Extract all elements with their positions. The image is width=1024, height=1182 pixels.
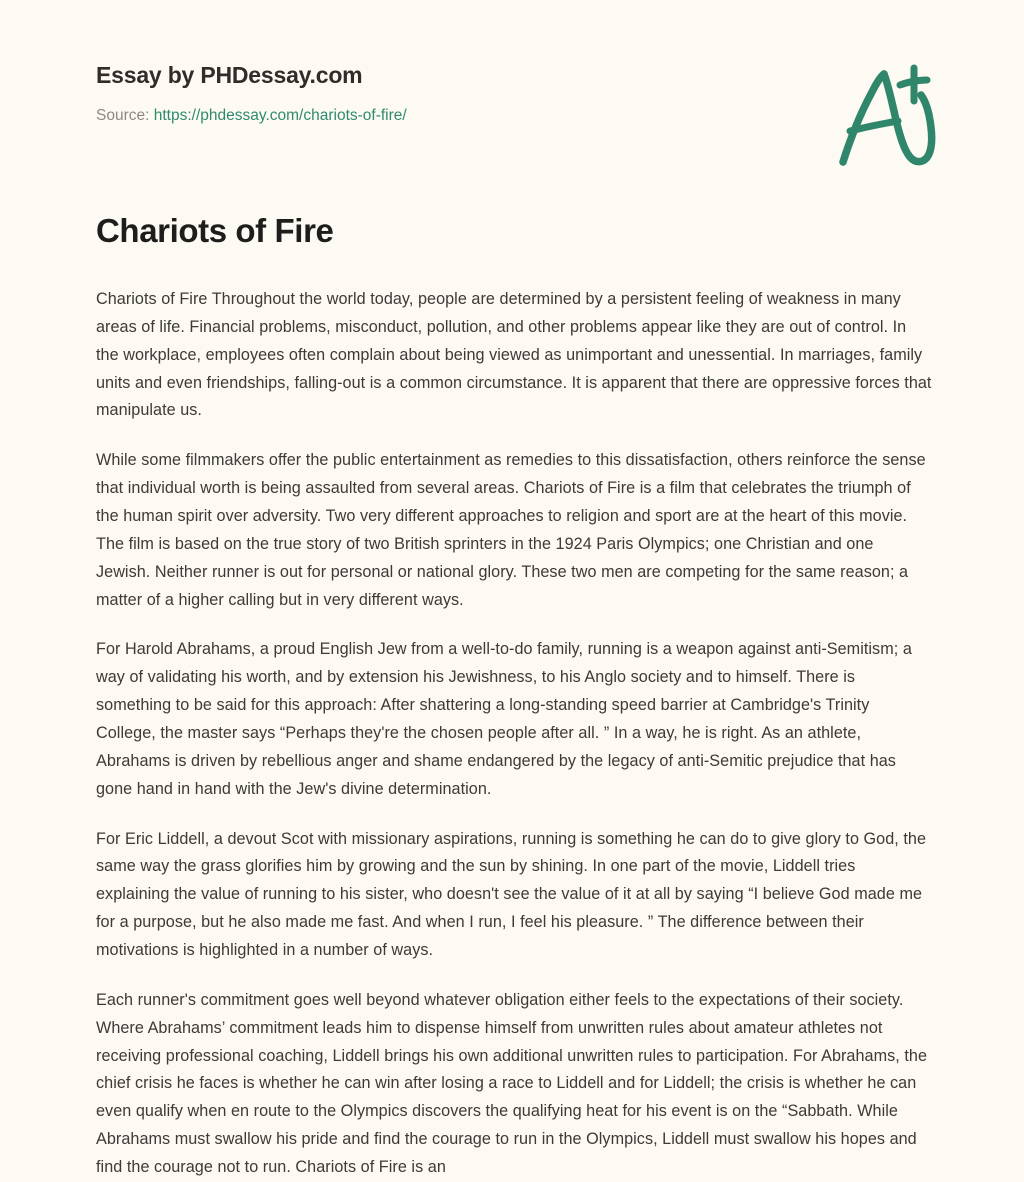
a-plus-logo-icon [826, 58, 946, 173]
paragraph: For Eric Liddell, a devout Scot with missionary aspirations, running is something he can do to give glory to God, the same way the grass glorifies him by growing and the sun by shining. In one part of the movie, Liddell tries explaining the value of running to his sister, who doesn't see the value of it at all by saying “I believe God made me for a purpose, but he also made me fast. And when I run, I feel his pleasure. ” The difference between their motivations is highlighted in a number of ways. [96, 829, 927, 959]
source-line [96, 106, 407, 126]
page-title: Chariots of Fire [96, 212, 334, 249]
paragraph: Chariots of Fire Throughout the world today, people are determined by a persistent feeling of weakness in many areas of life. Financial problems, misconduct, pollution, and other problems appear like they are out of control. In the workplace, employees often complain about being viewed as unimportant and unessential. In marriages, family units and even friendships, falling-out is a common circumstance. It is apparent that there are oppressive forces that manipulate us. [96, 289, 932, 420]
paragraph: For Harold Abrahams, a proud English Jew from a well-to-do family, running is a weapon against anti-Semitism; a way of validating his worth, and by extension his Jewishness, to his Anglo society and to himself. There is something to be said for this approach: After shattering a long-standing speed barrier at Cambridge's Trinity College, the master says “Perhaps they're the chosen people after all. ” In a way, he is right. As an athlete, Abrahams is driven by rebellious anger and shame endangered by the legacy of anti-Semitic prejudice that has gone hand in hand with the Jew's divine determination. [96, 640, 912, 798]
paragraph: While some filmmakers offer the public entertainment as remedies to this dissatisfaction, others reinforce the sense that individual worth is being assaulted from several areas. Chariots of Fire is a film that celebrates the triumph of the human spirit over adversity. Two very different approaches to religion and sport are at the heart of this movie. The film is based on the true story of two British sprinters in the 1924 Paris Olympics; one Christian and one Jewish. Neither runner is out for personal or national glory. These two men are competing for the same reason; a matter of a higher calling but in very different ways. [96, 451, 926, 609]
brand-title: Essay by PHDessay.com [96, 62, 363, 88]
site-header [96, 62, 946, 172]
a-plus-logo [826, 58, 946, 173]
brand-block [96, 62, 407, 126]
paragraph: Each runner's commitment goes well beyond whatever obligation either feels to the expectations of their society. Where Abrahams’ commitment leads him to dispense himself from unwritten rules about amateur athletes not receiving professional coaching, Liddell brings his own additional unwritten rules to participation. For Abrahams, the chief crisis he faces is whether he can win after losing a race to Liddell and for Liddell; the crisis is whether he can even qualify when en route to the Olympics discovers the qualifying heat for his event is on the “Sabbath. While Abrahams must swallow his pride and find the courage to run in the Olympics, Liddell must swallow his hopes and find the courage not to run. Chariots of Fire is an [96, 990, 928, 1176]
source-label: Source: [96, 106, 150, 124]
source-url-link[interactable]: https://phdessay.com/chariots-of-fire/ [153, 106, 407, 124]
article [96, 212, 932, 1182]
article-body [96, 286, 932, 1182]
